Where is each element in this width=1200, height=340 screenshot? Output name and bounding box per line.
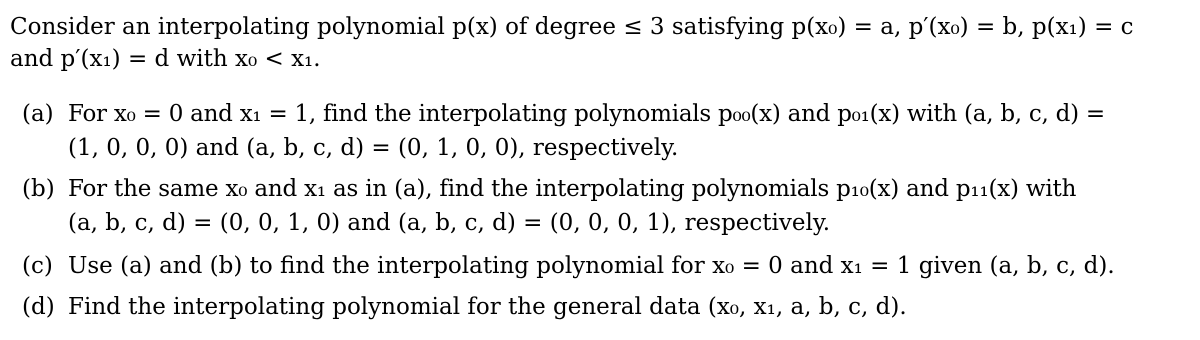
part-d-line-1: Find the interpolating polynomial for the general data (x₀, x₁, a, b, c, d). bbox=[68, 294, 907, 320]
part-b-line-1: For the same x₀ and x₁ as in (a), find the interpolating polynomials p₁₀(x) and p₁₁(x) with bbox=[68, 176, 1077, 202]
part-a-label: (a) bbox=[22, 101, 54, 127]
intro-line-2: and p′(x₁) = d with x₀ < x₁. bbox=[10, 46, 321, 72]
part-a-line-1: For x₀ = 0 and x₁ = 1, find the interpolating polynomials p₀₀(x) and p₀₁(x) with (a, b, c, d) = bbox=[68, 101, 1105, 127]
part-c-label: (c) bbox=[22, 253, 53, 279]
part-b-line-2: (a, b, c, d) = (0, 0, 1, 0) and (a, b, c, d) = (0, 0, 0, 1), respectively. bbox=[68, 210, 831, 236]
part-b-label: (b) bbox=[22, 176, 55, 202]
part-c-line-1: Use (a) and (b) to find the interpolating polynomial for x₀ = 0 and x₁ = 1 given (a, b, c, d). bbox=[68, 253, 1115, 279]
part-d-label: (d) bbox=[22, 294, 55, 320]
intro-line-1: Consider an interpolating polynomial p(x) of degree ≤ 3 satisfying p(x₀) = a, p′(x₀) = b, p(x₁) = c bbox=[10, 14, 1134, 40]
part-a-line-2: (1, 0, 0, 0) and (a, b, c, d) = (0, 1, 0, 0), respectively. bbox=[68, 135, 679, 161]
